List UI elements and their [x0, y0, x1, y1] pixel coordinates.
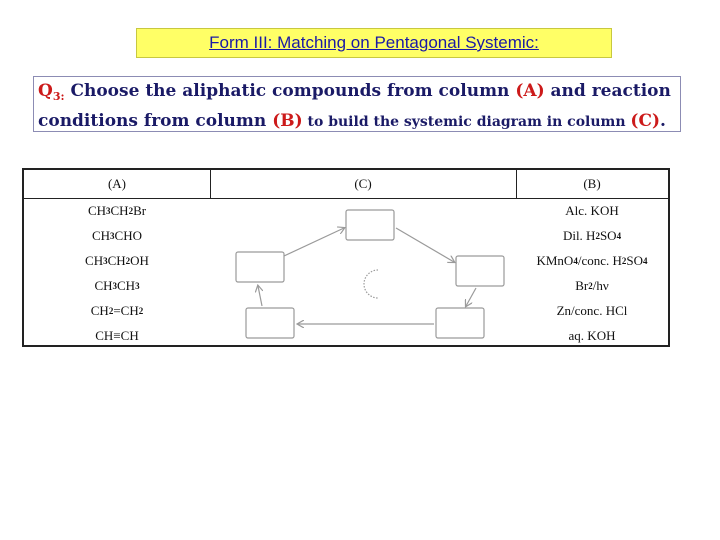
question-col-b: (B)	[272, 111, 303, 131]
condition-item[interactable]: Br 2 /hν	[575, 277, 609, 293]
condition-item[interactable]: Zn/conc. HCl	[556, 302, 628, 318]
column-b-list	[516, 198, 668, 348]
question-text-2c: to build the systemic diagram in column	[302, 114, 631, 130]
question-label-sub: 3:	[52, 90, 65, 103]
header-col-b: (B)	[583, 176, 601, 191]
condition-item[interactable]: Dil. H 2 SO 4	[562, 227, 622, 243]
compound-item[interactable]: CH 3 CH 3	[94, 277, 140, 293]
cycle-arrow-icon	[364, 270, 378, 298]
question-line-1	[38, 79, 680, 109]
condition-item[interactable]: KMnO 4 /conc. H 2 SO 4	[536, 252, 648, 268]
pentagonal-diagram	[210, 198, 516, 347]
diagram-box-left[interactable]	[236, 252, 284, 282]
question-col-a: (A)	[515, 81, 545, 101]
subscript: 4	[643, 255, 648, 266]
arrow-right-to-bottom	[466, 288, 476, 306]
arrow-bottom-left-to-left	[258, 286, 262, 306]
diagram-box-bottom-left[interactable]	[246, 308, 294, 338]
condition-item[interactable]: aq. KOH	[568, 327, 616, 343]
header-col-c: (C)	[354, 176, 372, 191]
diagram-box-top[interactable]	[346, 210, 394, 240]
question-text-1c: and reaction	[544, 81, 671, 101]
compound-item[interactable]: CH 2 =CH 2	[90, 302, 144, 318]
question-text-2a: conditions from column	[38, 111, 273, 131]
compound-item[interactable]: CH 3 CHO	[91, 227, 142, 243]
column-a-list	[24, 198, 210, 348]
question-text-2e: .	[660, 111, 666, 131]
title-banner	[136, 28, 612, 58]
question-box	[33, 76, 681, 132]
header-col-a: (A)	[107, 176, 127, 191]
arrow-left-to-top	[284, 228, 344, 256]
condition-item[interactable]: Alc. KOH	[565, 202, 619, 218]
question-col-c: (C)	[630, 111, 661, 131]
diagram-box-bottom-right[interactable]	[436, 308, 484, 338]
page-title: Form III: Matching on Pentagonal Systemic:	[209, 33, 539, 52]
question-line-2	[38, 109, 680, 135]
question-text-1a: Choose the aliphatic compounds from column	[64, 81, 516, 101]
compound-item[interactable]: CH≡CH	[95, 327, 139, 343]
compound-item[interactable]: CH 3 CH 2 OH	[85, 252, 149, 268]
matching-table	[22, 168, 670, 347]
diagram-box-right[interactable]	[456, 256, 504, 286]
arrow-top-to-right	[396, 228, 454, 262]
compound-item[interactable]: CH 3 CH 2 Br	[87, 202, 147, 218]
diagram-svg	[210, 198, 516, 347]
table-header-row	[24, 170, 668, 199]
question-label: Q	[38, 81, 53, 101]
